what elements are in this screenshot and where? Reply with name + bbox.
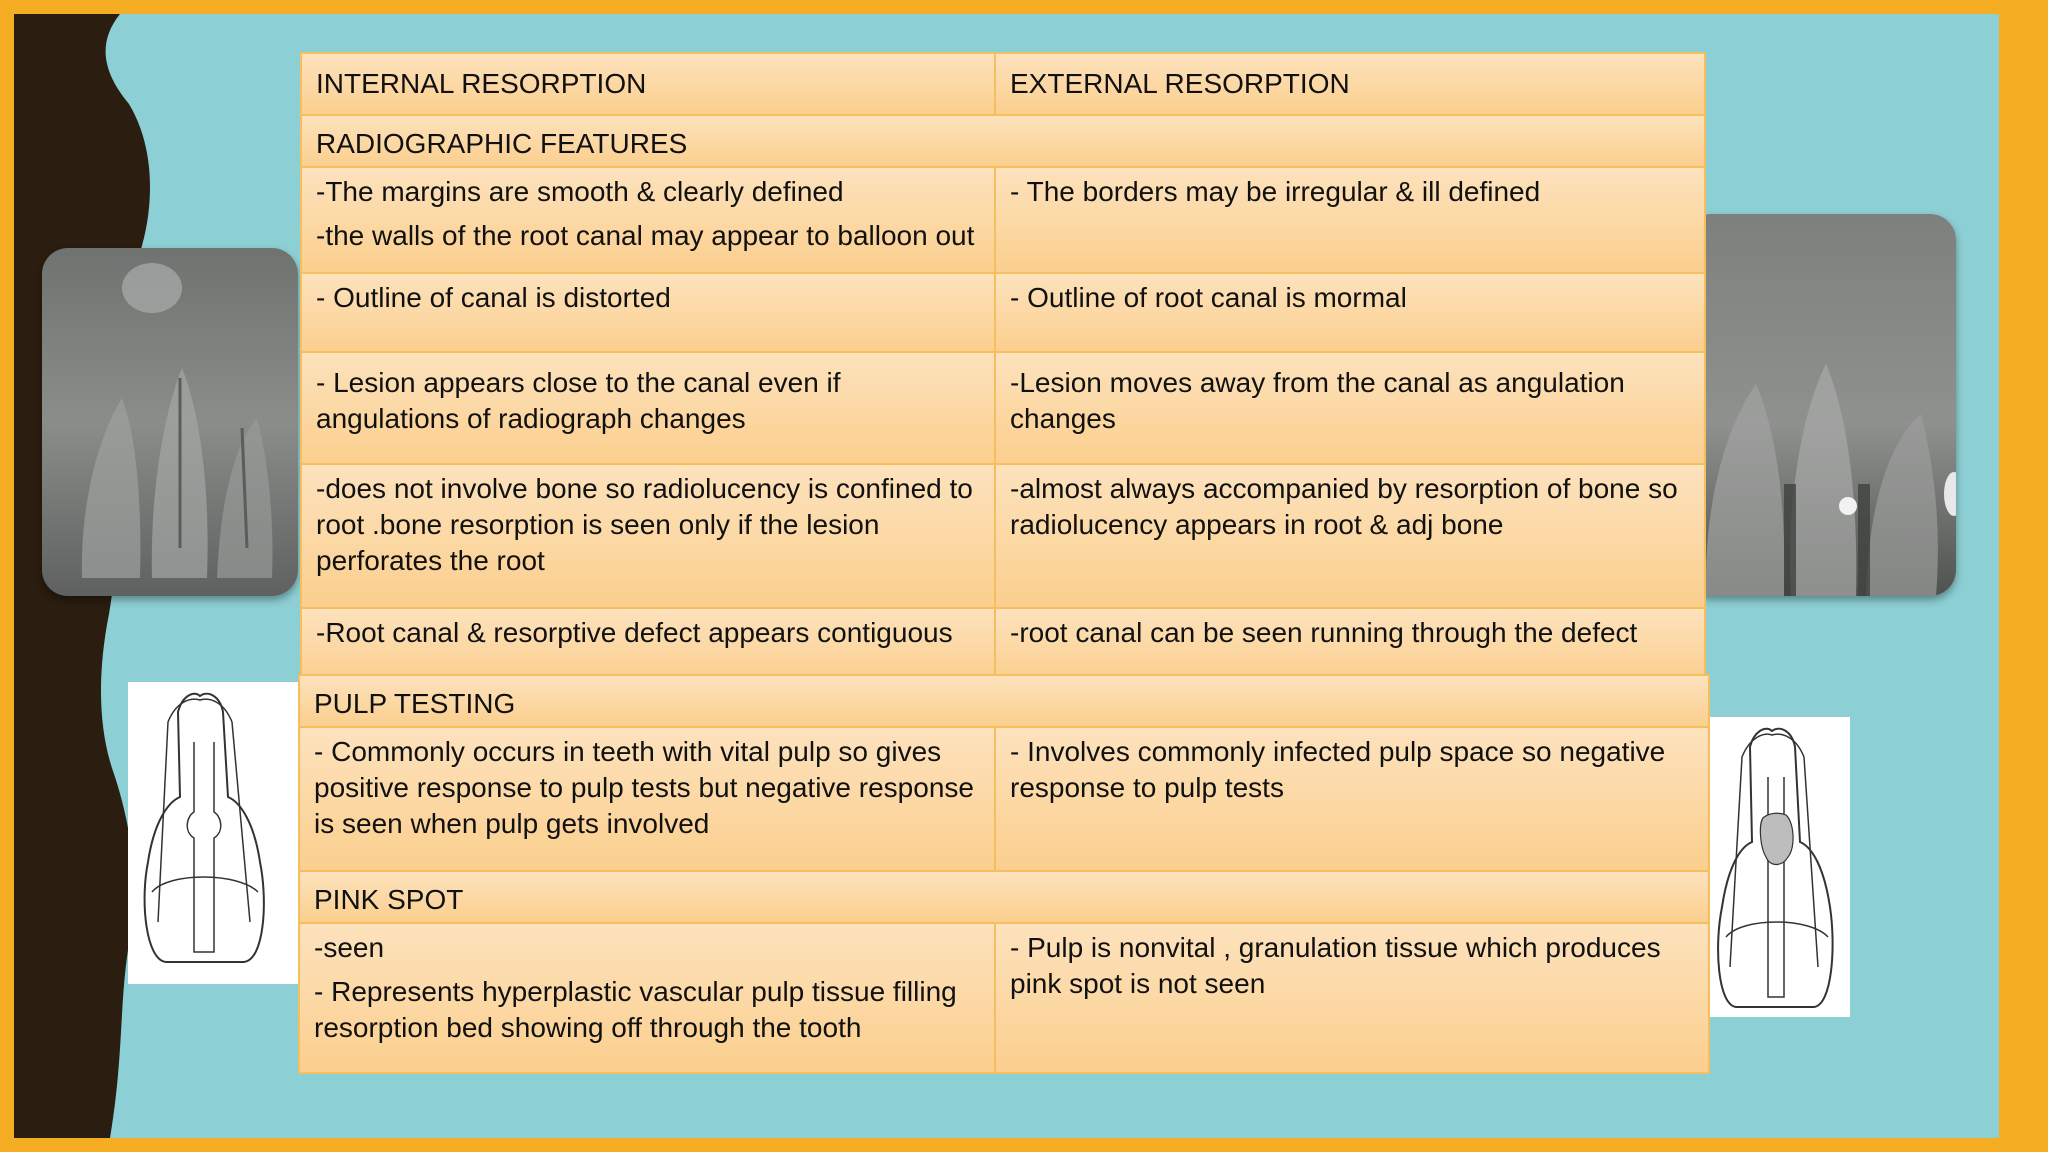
- cell-text: -almost always accompanied by resorption of bone so radiolucency appears in root & adj bone: [1010, 473, 1678, 540]
- table-cell: [301, 608, 995, 683]
- table-cell: [301, 352, 995, 464]
- cell-text: -The margins are smooth & clearly defined: [316, 176, 844, 207]
- table-cell: [995, 464, 1705, 608]
- table-cell: [301, 464, 995, 608]
- table-cell: [995, 167, 1705, 273]
- xray-internal-image: [42, 248, 298, 596]
- tooth-diagram-external: [1706, 717, 1850, 1017]
- cell-text: - Involves commonly infected pulp space so negative response to pulp tests: [1010, 736, 1666, 803]
- cell-text: - Outline of root canal is mormal: [1010, 282, 1407, 313]
- section-pink-spot: PINK SPOT: [299, 871, 1709, 923]
- slide: [14, 14, 1999, 1138]
- table-cell: [301, 273, 995, 352]
- section-radiographic-features: RADIOGRAPHIC FEATURES: [301, 115, 1705, 167]
- cell-text: - Represents hyperplastic vascular pulp tissue filling resorption bed showing off through the tooth: [314, 976, 957, 1043]
- table-cell: [995, 352, 1705, 464]
- cell-text: -Root canal & resorptive defect appears contiguous: [316, 617, 953, 648]
- cell-text: -seen: [314, 932, 385, 963]
- table-cell: [995, 608, 1705, 683]
- table-cell: [299, 727, 995, 871]
- header-internal-resorption: INTERNAL RESORPTION: [301, 53, 995, 115]
- cell-text: -does not involve bone so radiolucency is confined to root .bone resorption is seen only if the lesion perforates the root: [316, 473, 973, 576]
- header-external-resorption: EXTERNAL RESORPTION: [995, 53, 1705, 115]
- table-cell: [301, 167, 995, 273]
- cell-text: - The borders may be irregular & ill defined: [1010, 176, 1541, 207]
- cell-text: - Outline of canal is distorted: [316, 282, 671, 313]
- cell-text: -root canal can be seen running through the defect: [1010, 617, 1638, 648]
- tooth-diagram-internal: [128, 682, 298, 984]
- cell-text: -the walls of the root canal may appear to balloon out: [316, 220, 975, 251]
- radiographic-comparison-table: [300, 52, 1706, 684]
- table-cell: [995, 923, 1709, 1073]
- section-pulp-testing: PULP TESTING: [299, 675, 1709, 727]
- pulp-pink-spot-table: [298, 674, 1710, 1074]
- cell-text: - Commonly occurs in teeth with vital pulp so gives positive response to pulp tests but negative response is seen when pulp gets involved: [314, 736, 974, 839]
- table-cell: [995, 727, 1709, 871]
- cell-text: - Pulp is nonvital , granulation tissue which produces pink spot is not seen: [1010, 932, 1661, 999]
- cell-text: - Lesion appears close to the canal even if angulations of radiograph changes: [316, 367, 841, 434]
- table-cell: [299, 923, 995, 1073]
- cell-text: -Lesion moves away from the canal as angulation changes: [1010, 367, 1625, 434]
- xray-external-image: [1686, 214, 1956, 596]
- table-cell: [995, 273, 1705, 352]
